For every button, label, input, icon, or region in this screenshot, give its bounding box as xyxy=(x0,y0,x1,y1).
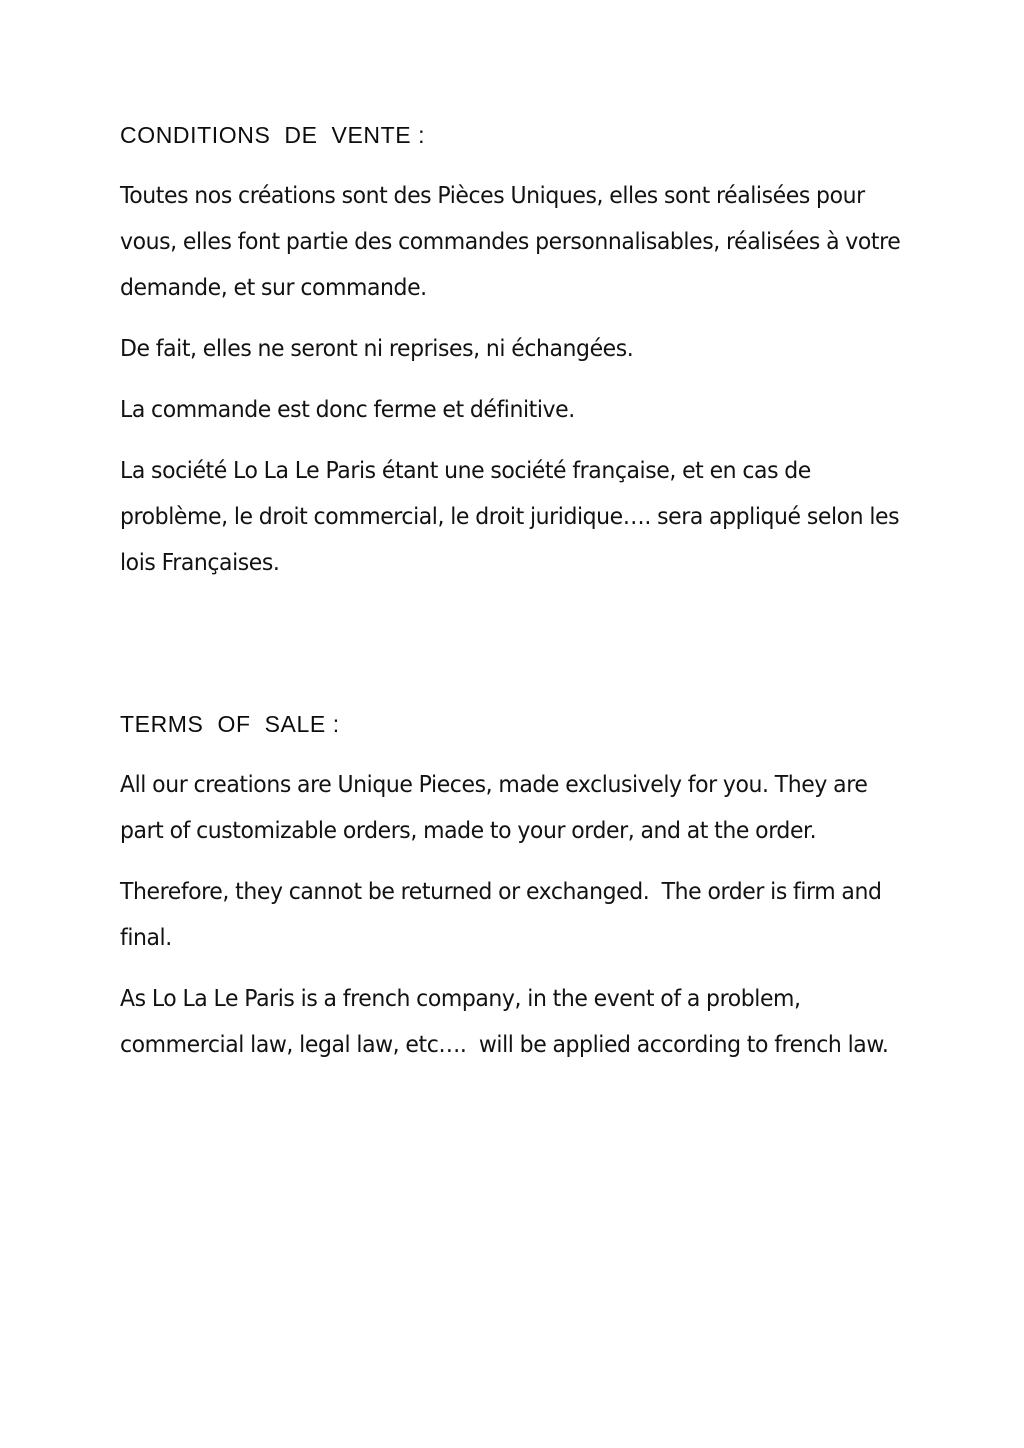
paragraph: As Lo La Le Paris is a french company, in the event of a problem, commercial law, legal law, etc…. will be applied according to french law. xyxy=(120,984,889,1058)
paragraph: De fait, elles ne seront ni reprises, ni échangées. xyxy=(120,334,634,362)
section-heading-conditions-de-vente: CONDITIONS DE VENTE : xyxy=(120,122,426,148)
spacer xyxy=(120,158,902,172)
section-terms-of-sale xyxy=(120,701,902,1067)
spacer xyxy=(120,310,902,325)
spacer xyxy=(120,853,902,868)
section-conditions-de-vente xyxy=(120,112,907,585)
document-body xyxy=(120,112,907,1067)
spacer xyxy=(120,432,902,447)
spacer xyxy=(120,747,902,761)
paragraph: La société Lo La Le Paris étant une société française, et en cas de problème, le droit commercial, le droit juridique…. sera appliqué selon les lois Françaises. xyxy=(120,456,906,576)
section-heading-terms-of-sale: TERMS OF SALE : xyxy=(120,711,340,737)
paragraph: Therefore, they cannot be returned or exchanged. The order is firm and final. xyxy=(120,877,888,951)
paragraph: Toutes nos créations sont des Pièces Uniques, elles sont réalisées pour vous, elles font partie des commandes personnalisables, réalisées à votre demande, et sur commande. xyxy=(120,181,907,301)
section-spacer xyxy=(120,585,902,701)
paragraph: La commande est donc ferme et définitive. xyxy=(120,395,575,423)
spacer xyxy=(120,960,902,975)
paragraph: All our creations are Unique Pieces, made exclusively for you. They are part of customizable orders, made to your order, and at the order. xyxy=(120,770,874,844)
spacer xyxy=(120,371,902,386)
